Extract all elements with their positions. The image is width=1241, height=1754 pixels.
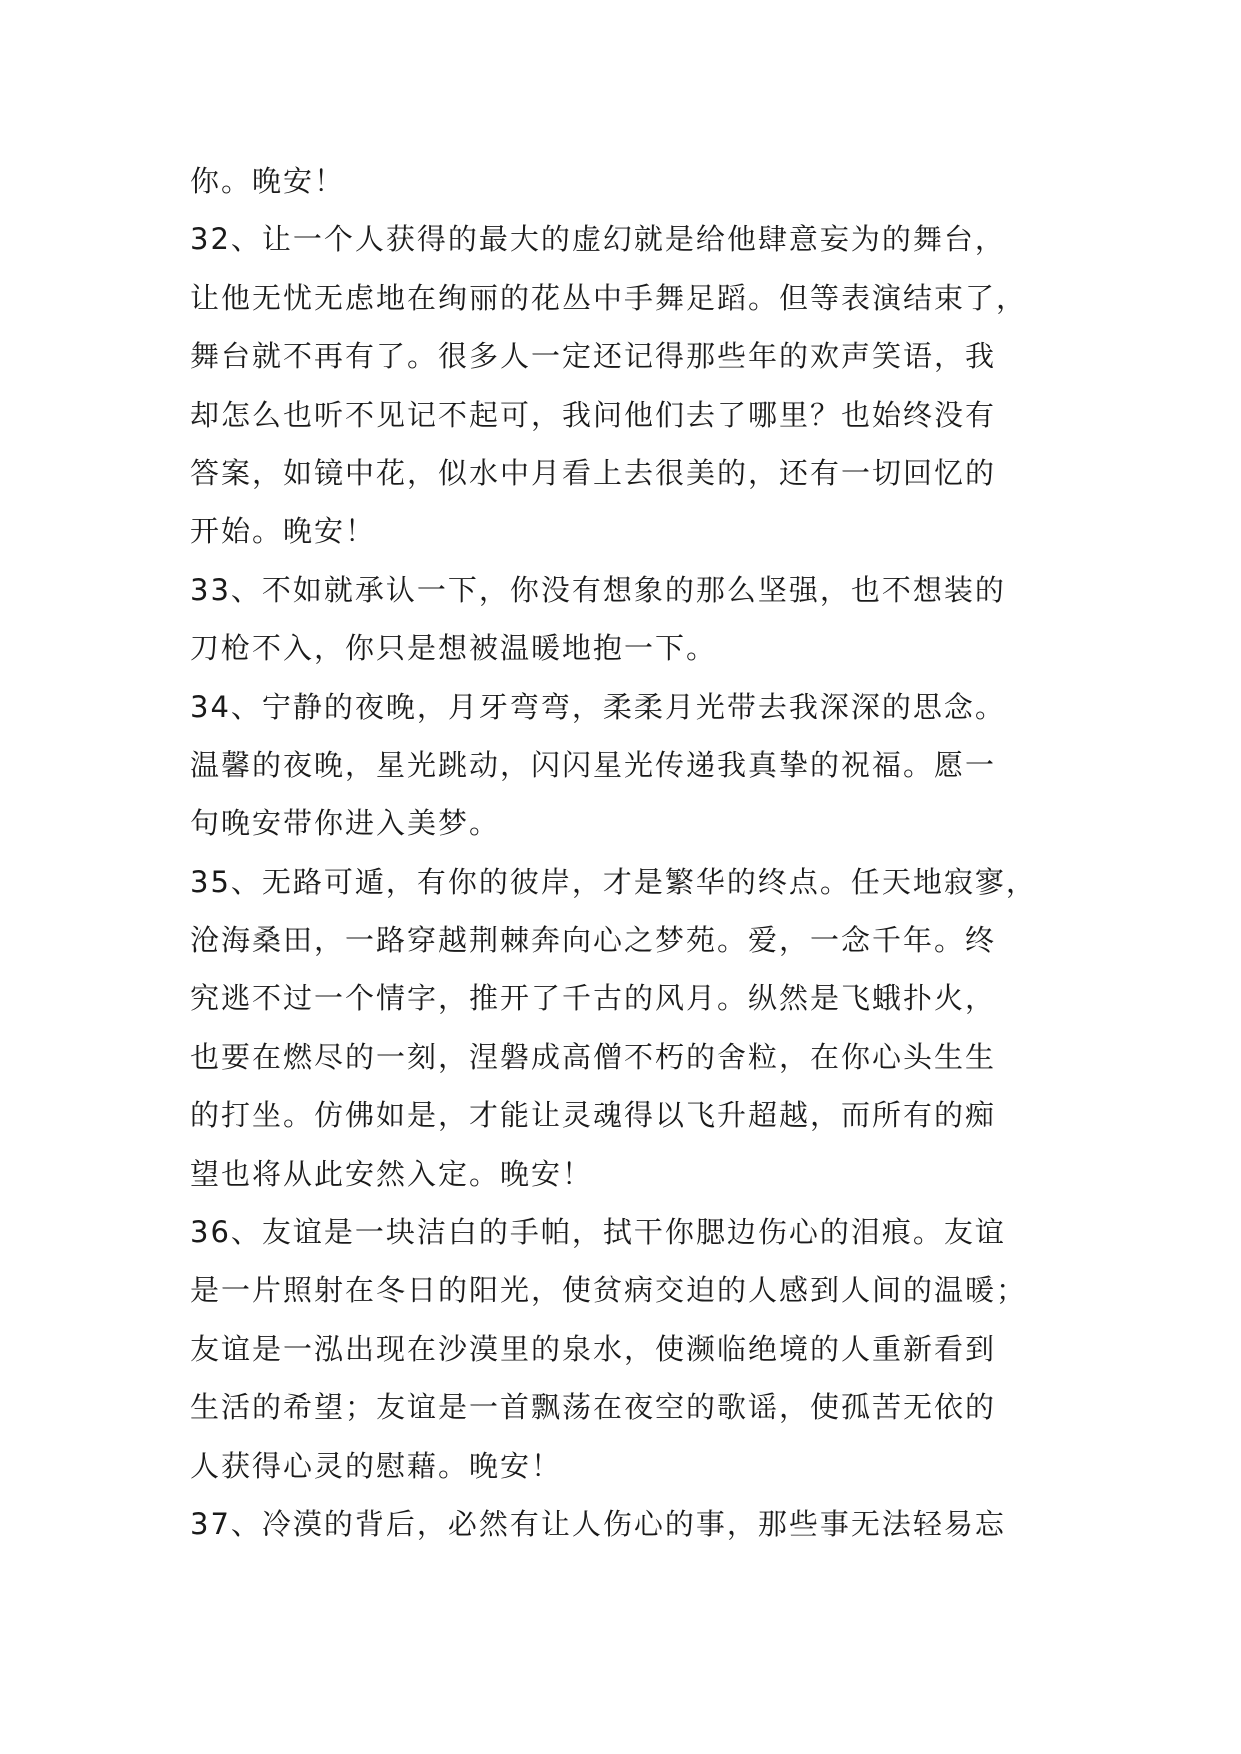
text-line: 望也将从此安然入定。晚安！ [190, 1156, 594, 1191]
text-line: 却怎么也听不见记不起可，我问他们去了哪里？也始终没有 [190, 397, 997, 432]
text-line: 沧海桑田，一路穿越荆棘奔向心之梦苑。爱，一念千年。终 [190, 923, 997, 958]
text-line: 舞台就不再有了。很多人一定还记得那些年的欢声笑语，我 [190, 339, 997, 374]
text-line: 生活的希望；友谊是一首飘荡在夜空的歌谣，使孤苦无依的 [190, 1390, 997, 1425]
text-line: 34、宁静的夜晚，月牙弯弯，柔柔月光带去我深深的思念。 [190, 689, 1006, 724]
text-line: 开始。晚安！ [190, 514, 377, 549]
text-line: 友谊是一泓出现在沙漠里的泉水，使濒临绝境的人重新看到 [190, 1331, 997, 1366]
text-line: 你。晚安！ [190, 164, 346, 198]
text-line: 35、无路可遁，有你的彼岸，才是繁华的终点。任天地寂寥， [190, 864, 1037, 899]
text-line: 答案，如镜中花，似水中月看上去很美的，还有一切回忆的 [190, 455, 997, 490]
text-line: 句晚安带你进入美梦。 [190, 806, 501, 841]
text-line: 究逃不过一个情字，推开了千古的风月。纵然是飞蛾扑火， [190, 981, 997, 1016]
text-line: 的打坐。仿佛如是，才能让灵魂得以飞升超越，而所有的痴 [190, 1098, 997, 1133]
text-line: 是一片照射在冬日的阳光，使贫病交迫的人感到人间的温暖； [190, 1273, 1028, 1308]
text-line: 32、让一个人获得的最大的虚幻就是给他肆意妄为的舞台， [190, 222, 1006, 257]
text-line: 让他无忧无虑地在绚丽的花丛中手舞足蹈。但等表演结束了， [190, 280, 1028, 315]
text-line: 温馨的夜晚，星光跳动，闪闪星光传递我真挚的祝福。愿一 [190, 747, 997, 782]
text-line: 人获得心灵的慰藉。晚安！ [190, 1448, 563, 1483]
text-line: 36、友谊是一块洁白的手帕，拭干你腮边伤心的泪痕。友谊 [190, 1215, 1006, 1250]
text-line: 刀枪不入，你只是想被温暖地抱一下。 [190, 631, 718, 666]
document-body [190, 152, 1090, 1553]
text-line: 37、冷漠的背后，必然有让人伤心的事，那些事无法轻易忘 [190, 1506, 1006, 1541]
text-line: 33、不如就承认一下，你没有想象的那么坚强，也不想装的 [190, 572, 1006, 607]
text-line: 也要在燃尽的一刻，涅磐成高僧不朽的舍粒，在你心头生生 [190, 1039, 997, 1074]
